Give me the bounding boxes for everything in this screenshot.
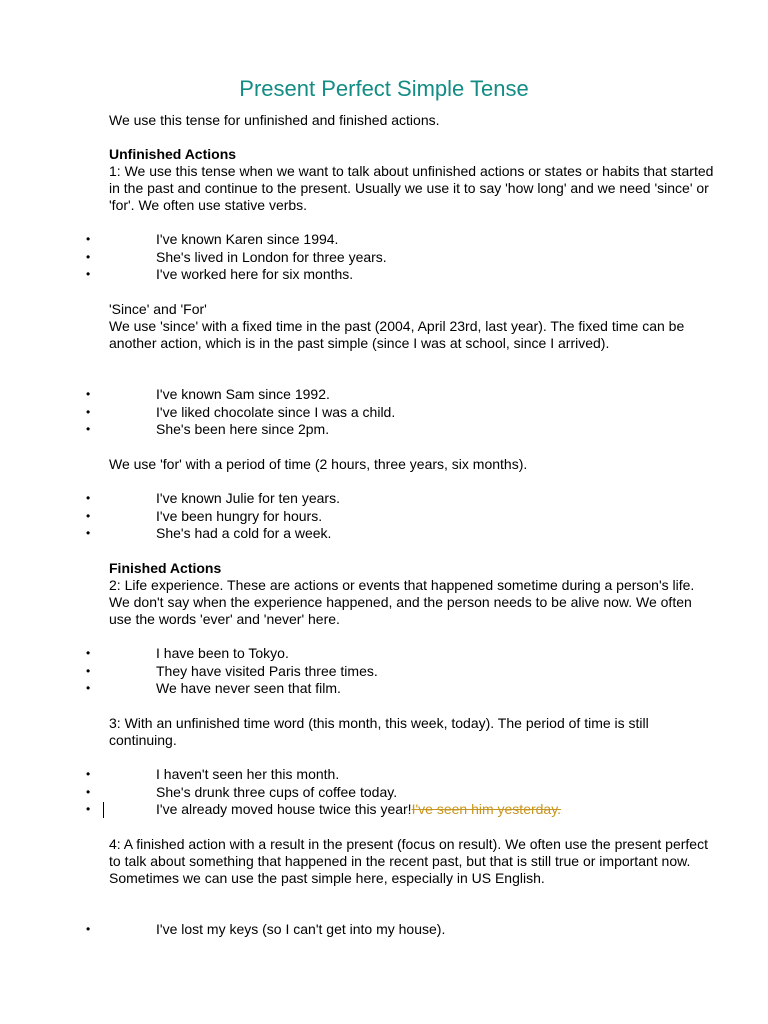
finished-section [109, 560, 714, 628]
bullet-icon: • [86, 491, 91, 505]
for-paragraph: We use 'for' with a period of time (2 hours, three years, six months). [109, 456, 528, 472]
bullet-icon: • [86, 922, 91, 936]
unfinished-time-paragraph: 3: With an unfinished time word (this month, this week, today). The period of time is still continuing. [109, 715, 649, 748]
bullet-list-1 [0, 231, 768, 284]
list-item-text: She's lived in London for three years. [156, 248, 387, 265]
list-item [0, 386, 768, 404]
list-item [0, 404, 768, 422]
list-item [0, 784, 768, 802]
list-item [0, 766, 768, 784]
bullet-icon: • [86, 404, 91, 419]
bullet-icon: • [86, 681, 91, 695]
list-item-text: She's drunk three cups of coffee today. [156, 783, 398, 800]
deleted-tracked-text: I've seen him yesterday. [411, 801, 562, 817]
list-item [0, 680, 768, 698]
result-paragraph: 4: A finished action with a result in the present (focus on result). We often use the present perfect to talk about something that happened in the recent past, but that is still true or important now. Sometimes we can use the past simple here, especially in US English. [109, 836, 708, 886]
list-item [0, 421, 768, 439]
list-item [0, 801, 768, 819]
list-item-text: I've known Karen since 1994. [156, 231, 339, 247]
list-item [0, 249, 768, 267]
bullet-icon: • [86, 784, 91, 799]
list-item [0, 645, 768, 663]
list-item-text: I haven't seen her this month. [156, 766, 340, 782]
unfinished-paragraph: 1: We use this tense when we want to talk about unfinished actions or states or habits that started in the past and continue to the present. Usually we use it to say 'how long' and we need 'since' or 'for'. We often use stative verbs. [109, 163, 714, 213]
list-item-text: We have never seen that film. [156, 680, 341, 696]
list-item-text: I've been hungry for hours. [156, 507, 323, 524]
bullet-list-2 [0, 386, 768, 439]
text-cursor [103, 802, 104, 818]
list-item-text[interactable] [156, 801, 561, 819]
bullet-icon: • [86, 249, 91, 264]
bullet-icon: • [86, 422, 91, 436]
bullet-icon: • [86, 646, 91, 660]
list-item [0, 663, 768, 681]
since-paragraph: We use 'since' with a fixed time in the past (2004, April 23rd, last year). The fixed time can be another action, which is in the past simple (since I was at school, since I arrived). [109, 318, 685, 351]
bullet-list-5 [0, 766, 768, 819]
bullet-list-3 [0, 490, 768, 543]
list-item-text: She's been here since 2pm. [156, 421, 330, 437]
list-item [0, 490, 768, 508]
list-item-text: I've liked chocolate since I was a child. [156, 403, 396, 420]
since-for-section [109, 301, 714, 352]
intro-paragraph: We use this tense for unfinished and finished actions. [109, 112, 440, 128]
list-item [0, 266, 768, 284]
list-item-text: They have visited Paris three times. [156, 662, 378, 679]
since-for-heading: 'Since' and 'For' [109, 301, 207, 317]
page-title: Present Perfect Simple Tense [239, 76, 529, 101]
bullet-icon: • [86, 387, 91, 401]
list-item-text: I've known Julie for ten years. [156, 490, 340, 506]
list-item [0, 508, 768, 526]
bullet-icon: • [86, 232, 91, 246]
bullet-icon: • [86, 663, 91, 678]
list-item-text: I've worked here for six months. [156, 266, 354, 282]
list-item-inserted-text: I've already moved house twice this year! [156, 801, 412, 817]
list-item [0, 921, 768, 939]
finished-heading: Finished Actions [109, 560, 222, 576]
list-item-text: I've known Sam since 1992. [156, 386, 330, 402]
bullet-list-6 [0, 921, 768, 939]
list-item-text: She's had a cold for a week. [156, 525, 332, 541]
life-experience-paragraph: 2: Life experience. These are actions or events that happened sometime during a person's life. We don't say when the experience happened, and the person needs to be alive now. We often use the words 'ever' and 'never' here. [109, 577, 695, 627]
list-item-text: I have been to Tokyo. [156, 645, 289, 661]
unfinished-section [109, 146, 714, 214]
list-item [0, 525, 768, 543]
list-item-text: I've lost my keys (so I can't get into my house). [156, 921, 446, 937]
bullet-icon: • [86, 508, 91, 523]
bullet-icon: • [86, 802, 91, 816]
unfinished-heading: Unfinished Actions [109, 146, 237, 162]
list-item [0, 231, 768, 249]
bullet-icon: • [86, 267, 91, 281]
bullet-icon: • [86, 526, 91, 540]
bullet-list-4 [0, 645, 768, 698]
bullet-icon: • [86, 767, 91, 781]
